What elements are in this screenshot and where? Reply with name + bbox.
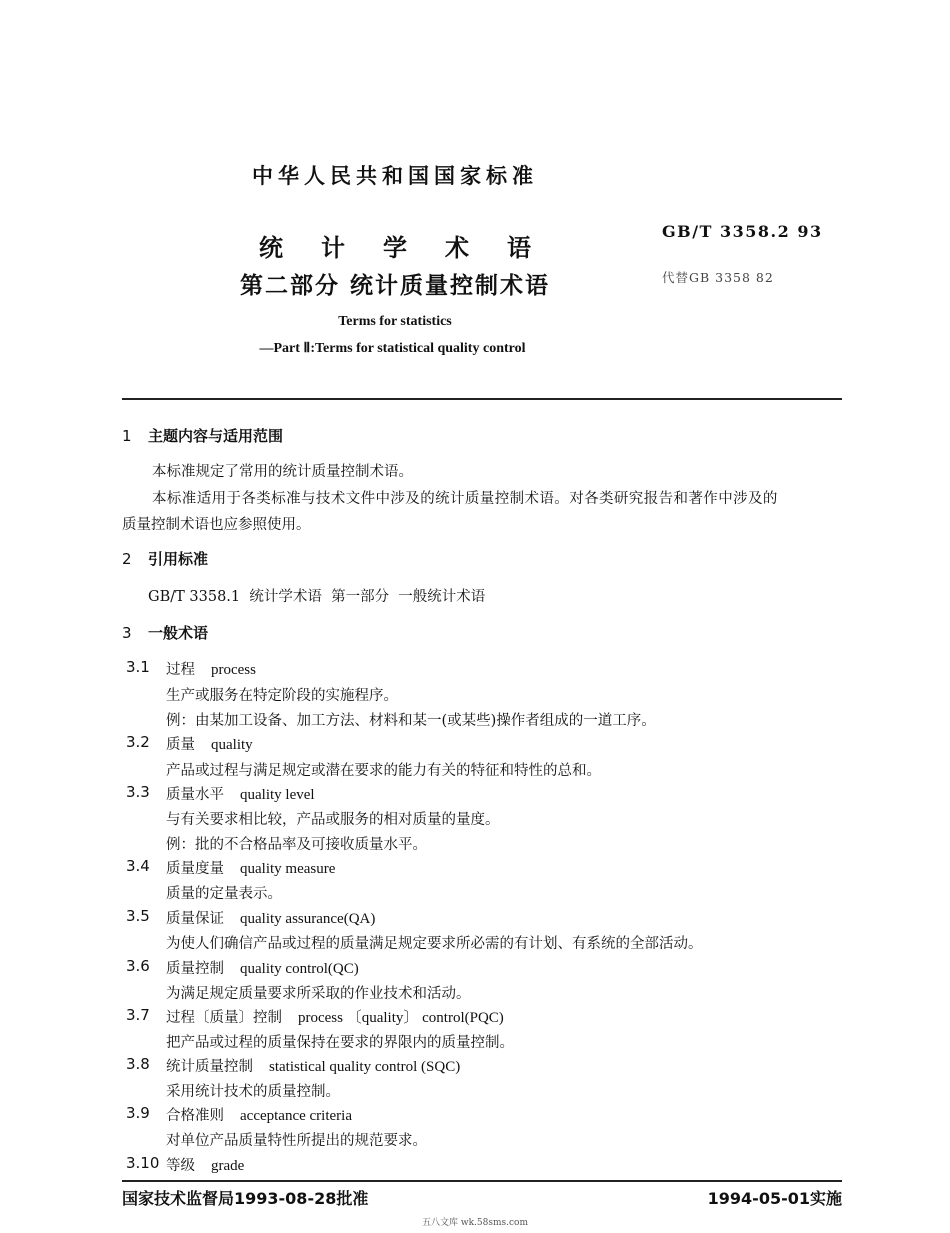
term-number: 3.3 <box>126 783 150 801</box>
section-1-heading <box>122 425 283 446</box>
document-title: 统计学术语 <box>259 234 569 262</box>
term-en: quality control(QC) <box>240 961 359 977</box>
term-entry <box>166 733 253 754</box>
term-entry <box>166 857 335 878</box>
english-title: Terms for statistics <box>338 314 452 329</box>
term-en: quality measure <box>240 861 336 877</box>
watermark: 五八文库 wk.58sms.com <box>422 1218 528 1228</box>
section-3-heading <box>122 622 208 643</box>
term-definition: 为满足规定质量要求所采取的作业技术和活动。 <box>166 986 471 1002</box>
replaces-code: 代替GB 3358 82 <box>662 270 774 285</box>
footer-divider <box>122 1180 842 1182</box>
standard-code: GB/T 3358.2 93 <box>662 222 823 241</box>
term-zh: 等级 <box>166 1158 195 1174</box>
term-zh: 合格准则 <box>166 1108 224 1124</box>
term-number: 3.4 <box>126 857 150 875</box>
term-definition: 为使人们确信产品或过程的质量满足规定要求所必需的有计划、有系统的全部活动。 <box>166 936 703 952</box>
term-en: quality <box>211 737 253 753</box>
term-definition: 采用统计技术的质量控制。 <box>166 1084 340 1100</box>
approval-statement: 国家技术监督局1993-08-28批准 <box>122 1189 369 1208</box>
term-definition: 质量的定量表示。 <box>166 886 282 902</box>
section-title: 一般术语 <box>148 624 209 642</box>
document-subtitle: 第二部分 统计质量控制术语 <box>239 273 550 299</box>
section-number: 2 <box>122 550 132 568</box>
section-number: 1 <box>122 427 132 445</box>
term-entry <box>166 1055 460 1076</box>
national-standard-heading: 中华人民共和国国家标准 <box>252 164 538 188</box>
term-en: statistical quality control (SQC) <box>269 1059 461 1075</box>
section-title: 引用标准 <box>148 550 209 568</box>
term-definition: 生产或服务在特定阶段的实施程序。 <box>166 688 398 704</box>
term-example: 例：批的不合格品率及可接收质量水平。 <box>166 837 427 853</box>
term-zh: 过程 <box>166 662 195 678</box>
term-en: quality level <box>240 787 315 803</box>
term-entry <box>166 957 359 978</box>
term-en: process 〔quality〕 control(PQC) <box>298 1010 504 1026</box>
header-divider <box>122 398 842 400</box>
term-number: 3.8 <box>126 1055 150 1073</box>
term-zh: 统计质量控制 <box>166 1059 253 1075</box>
section-2-heading <box>122 548 208 569</box>
term-entry <box>166 658 256 679</box>
term-number: 3.9 <box>126 1104 150 1122</box>
term-number: 3.7 <box>126 1006 150 1024</box>
term-number: 3.6 <box>126 957 150 975</box>
term-number: 3.5 <box>126 907 150 925</box>
term-entry <box>166 783 315 804</box>
term-entry <box>166 1006 504 1027</box>
term-zh: 质量水平 <box>166 787 224 803</box>
section-title: 主题内容与适用范围 <box>148 427 284 445</box>
paragraph: 本标准规定了常用的统计质量控制术语。 <box>152 464 413 480</box>
effective-date: 1994-05-01实施 <box>707 1189 842 1208</box>
term-en: acceptance criteria <box>240 1108 352 1124</box>
term-number: 3.1 <box>126 658 150 676</box>
term-en: quality assurance(QA) <box>240 911 376 927</box>
term-number: 3.2 <box>126 733 150 751</box>
term-definition: 与有关要求相比较，产品或服务的相对质量的量度。 <box>166 812 500 828</box>
term-entry <box>166 1104 352 1125</box>
term-en: grade <box>211 1158 245 1174</box>
term-zh: 质量度量 <box>166 861 224 877</box>
paragraph: 本标准适用于各类标准与技术文件中涉及的统计质量控制术语。对各类研究报告和著作中涉及的 <box>152 491 778 507</box>
term-zh: 质量保证 <box>166 911 224 927</box>
term-example: 例：由某加工设备、加工方法、材料和某一(或某些)操作者组成的一道工序。 <box>166 713 656 729</box>
term-definition: 对单位产品质量特性所提出的规范要求。 <box>166 1133 427 1149</box>
paragraph: 质量控制术语也应参照使用。 <box>122 517 311 533</box>
term-zh: 质量控制 <box>166 961 224 977</box>
term-entry <box>166 1154 244 1175</box>
term-en: process <box>211 662 256 678</box>
term-zh: 过程〔质量〕控制 <box>166 1010 282 1026</box>
term-entry <box>166 907 375 928</box>
term-zh: 质量 <box>166 737 195 753</box>
term-definition: 产品或过程与满足规定或潜在要求的能力有关的特征和特性的总和。 <box>166 763 601 779</box>
normative-reference: GB/T 3358.1 统计学术语 第一部分 一般统计术语 <box>148 589 486 605</box>
term-definition: 把产品或过程的质量保持在要求的界限内的质量控制。 <box>166 1035 514 1051</box>
section-number: 3 <box>122 624 132 642</box>
term-number: 3.10 <box>126 1154 160 1172</box>
english-subtitle: —Part Ⅱ:Terms for statistical quality control <box>259 341 526 356</box>
